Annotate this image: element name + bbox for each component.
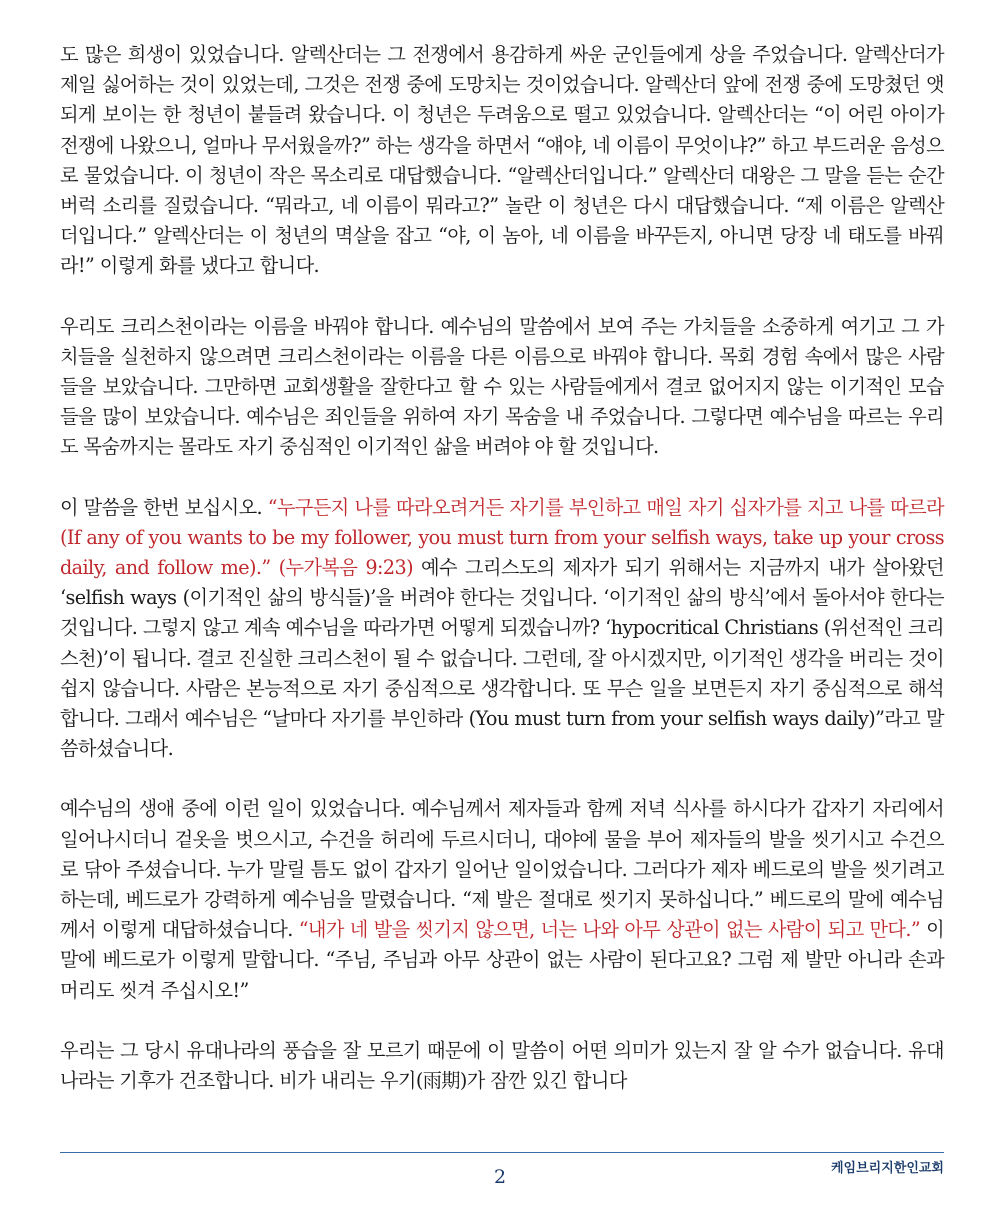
paragraph-text: 예수 그리스도의 제자가 되기 위해서는 지금까지 내가 살아왔던 ‘selfish ways (이기적인 삶의 방식들)’을 버려야 한다는 것입니다. ‘이기적인 삶의 방식’에서 돌아서야 한다는 것입니다. 그렇지 않고 계속 예수님을 따라가면 어떻게 되겠습니까? ‘hypocritical Christians (위선적인 크리스천)’이 됩니다. 결코 진실한 크리스천이 될 수 없습니다. 그런데, 잘 아시겠지만, 이기적인 생각을 버리는 것이 쉽지 않습니다. 사람은 본능적으로 자기 중심적으로 생각합니다. 또 무슨 일을 보면든지 자기 중심적으로 해석합니다. 그래서 예수님은 “날마다 자기를 부인하라 (You must turn from your selfish ways daily)”라고 말씀하셨습니다. [60,556,944,761]
paragraph [60,794,944,1005]
paragraph-text: 도 많은 희생이 있었습니다. 알렉산더는 그 전쟁에서 용감하게 싸운 군인들에게 상을 주었습니다. 알렉산더가 제일 싫어하는 것이 있었는데, 그것은 전쟁 중에 도망치는 것이었습니다. 알렉산더 앞에 전쟁 중에 도망쳤던 앳되게 보이는 한 청년이 붙들려 왔습니다. 이 청년은 두려움으로 떨고 있었습니다. 알렉산더는 “이 어린 아이가 전쟁에 나왔으니, 얼마나 무서웠을까?” 하는 생각을 하면서 “얘야, 네 이름이 무엇이냐?” 하고 부드러운 음성으로 물었습니다. 이 청년이 작은 목소리로 대답했습니다. “알렉산더입니다.” 알렉산더 대왕은 그 말을 듣는 순간 버럭 소리를 질렀습니다. “뭐라고, 네 이름이 뭐라고?” 놀란 이 청년은 다시 대답했습니다. “제 이름은 알렉산더입니다.” 알렉산더는 이 청년의 멱살을 잡고 “야, 이 놈아, 네 이름을 바꾸든지, 아니면 당장 네 태도를 바꿔라!” 이렇게 화를 냈다고 합니다. [60,43,944,278]
church-name: 케임브리지한인교회 [830,1161,944,1176]
paragraph-text: 이 말에 베드로가 이렇게 말합니다. “주님, 주님과 아무 상관이 없는 사람이 된다고요? 그럼 제 발만 아니라 손과 머리도 씻겨 주십시오!” [60,918,945,1002]
scripture-quote: “내가 네 발을 씻기지 않으면, 너는 나와 아무 상관이 없는 사람이 되고 만다.” [298,918,921,942]
paragraph [60,40,944,282]
paragraph-text: 우리는 그 당시 유대나라의 풍습을 잘 모르기 때문에 이 말씀이 어떤 의미가 있는지 잘 알 수가 없습니다. 유대나라는 기후가 건조합니다. 비가 내리는 우기(雨期)가 잠깐 있긴 합니다 [60,1038,944,1093]
paragraph-text: 이 말씀을 한번 보십시오. [60,495,268,519]
paragraph [60,493,944,765]
sermon-body [60,40,944,1126]
footer-divider [60,1152,944,1153]
paragraph-text: 예수님의 생애 중에 이런 일이 있었습니다. 예수님께서 제자들과 함께 저녁 식사를 하시다가 갑자기 자리에서 일어나시더니 겉옷을 벗으시고, 수건을 허리에 두르시더니, 대야에 물을 부어 제자들의 발을 씻기시고 수건으로 닦아 주셨습니다. 누가 말릴 틈도 없이 갑자기 일어난 일이었습니다. 그러다가 제자 베드로의 발을 씻기려고 하는데, 베드로가 강력하게 예수님을 말렸습니다. “제 발은 절대로 씻기지 못하십니다.” 베드로의 말에 예수님께서 이렇게 대답하셨습니다. [60,797,944,942]
paragraph [60,312,944,463]
page-number: 2 [493,1166,507,1188]
paragraph [60,1036,944,1096]
scripture-quote: “누구든지 나를 따라오려거든 자기를 부인하고 매일 자기 십자가를 지고 나를 따르라 (If any of you wants to be my follower, you must turn from your selfish ways, take up your cross daily, and follow me).” (누가복음 9:23) [60,495,944,580]
paragraph-text: 우리도 크리스천이라는 이름을 바꿔야 합니다. 예수님의 말씀에서 보여 주는 가치들을 소중하게 여기고 그 가치들을 실천하지 않으려면 크리스천이라는 이름을 다른 이름으로 바꿔야 합니다. 목회 경험 속에서 많은 사람들을 보았습니다. 그만하면 교회생활을 잘한다고 할 수 있는 사람들에게서 결코 없어지지 않는 이기적인 모습들을 많이 보았습니다. 예수님은 죄인들을 위하여 자기 목숨을 내 주었습니다. 그렇다면 예수님을 따르는 우리도 목숨까지는 몰라도 자기 중심적인 이기적인 삶을 버려야 야 할 것입니다. [60,314,944,459]
